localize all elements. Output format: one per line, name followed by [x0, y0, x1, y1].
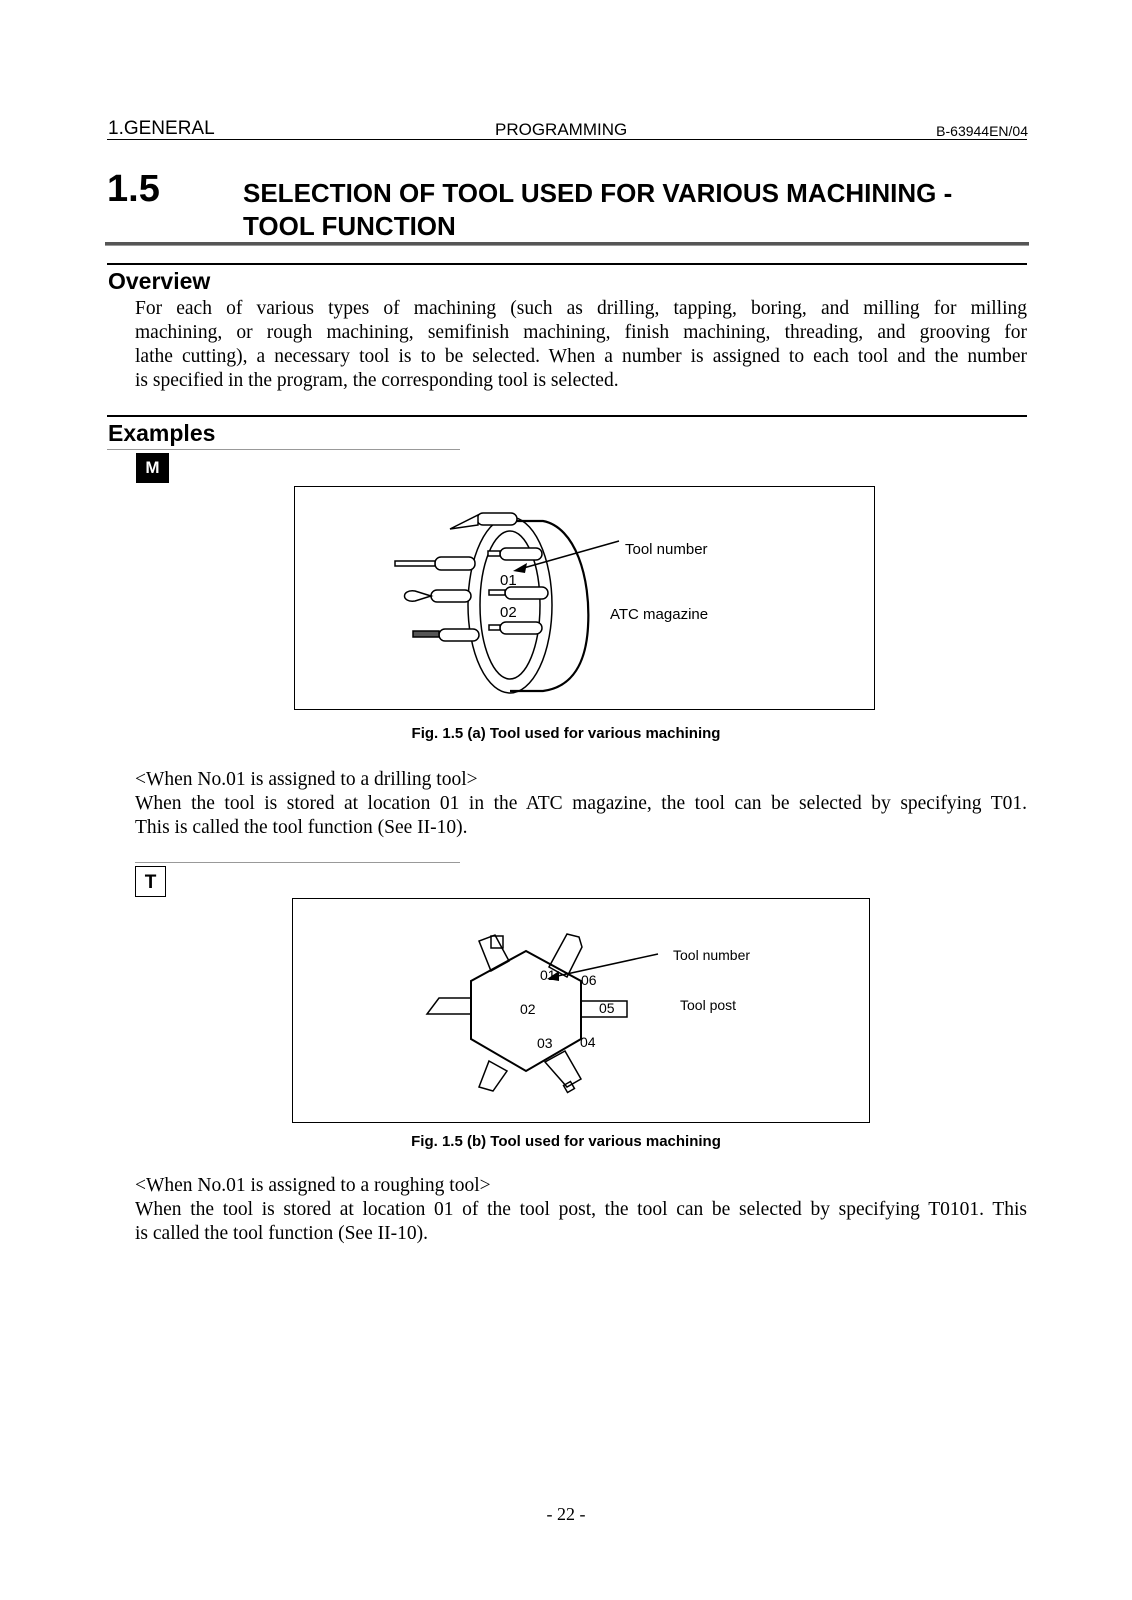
- example-a-paragraph: [135, 768, 1027, 840]
- examples-underline: [107, 449, 460, 450]
- lathe-badge: T: [135, 866, 166, 897]
- tool-number-06: 06: [581, 972, 597, 988]
- text-line: <When No.01 is assigned to a drilling tool>: [135, 769, 478, 790]
- tool-holder: [431, 590, 471, 602]
- tool-holder: [500, 622, 542, 634]
- tool-number-leader: [553, 954, 658, 977]
- header-chapter: 1.GENERAL: [108, 118, 215, 139]
- tool-holder: [435, 557, 475, 570]
- overview-paragraph: [135, 297, 1027, 393]
- section-title: [243, 177, 1033, 243]
- section-rule: [105, 242, 1029, 246]
- boring-tool-icon: [450, 515, 478, 529]
- tool-number-03: 03: [537, 1035, 553, 1051]
- text-line: When the tool is stored at location 01 of the tool post, the tool can be selected by specifying T0101. This: [135, 1199, 1027, 1220]
- figure-b-caption: Fig. 1.5 (b) Tool used for various machining: [411, 1133, 721, 1150]
- tool-number-label: Tool number: [625, 541, 708, 558]
- machining-center-badge: M: [136, 453, 169, 483]
- tool-holder: [439, 629, 479, 641]
- tool-03-icon: [479, 1061, 507, 1091]
- tool-number-05: 05: [599, 1000, 615, 1016]
- tool-02-icon: [427, 998, 471, 1014]
- examples-heading: Examples: [108, 420, 216, 446]
- tool-post-diagram: [293, 899, 869, 1122]
- examples-rule: [107, 415, 1027, 417]
- text-line: is called the tool function (See II-10).: [135, 1223, 428, 1244]
- figure-a-frame: [294, 486, 875, 710]
- tool-number-label: Tool number: [673, 947, 751, 963]
- overview-rule: [107, 263, 1027, 265]
- section-title-line1: SELECTION OF TOOL USED FOR VARIOUS MACHINING -: [243, 178, 953, 208]
- atc-magazine-diagram: [295, 487, 874, 709]
- tap-tool-icon: [413, 631, 439, 637]
- section-number: 1.5: [107, 168, 160, 210]
- header-center: PROGRAMMING: [495, 120, 628, 139]
- text-line: machining, or rough machining, semifinish machining, finish machining, threading, and grooving for: [135, 322, 1027, 343]
- t-section-rule: [135, 862, 460, 863]
- tool-holder: [477, 513, 517, 525]
- figure-b-frame: [292, 898, 870, 1123]
- text-line: For each of various types of machining (such as drilling, tapping, boring, and milling for milling: [135, 298, 1027, 319]
- atc-magazine-label: ATC magazine: [610, 606, 709, 623]
- text-line: This is called the tool function (See II-10).: [135, 817, 468, 838]
- text-line: lathe cutting), a necessary tool is to be selected. When a number is assigned to each tool and the number: [135, 346, 1027, 367]
- tool-number-01: 01: [540, 967, 556, 983]
- figure-a-caption: Fig. 1.5 (a) Tool used for various machining: [411, 725, 721, 742]
- tool-number-02: 02: [520, 1001, 536, 1017]
- tool-number-04: 04: [580, 1034, 596, 1050]
- tool-number-01: 01: [500, 572, 517, 589]
- header-doc-id: B-63944EN/04: [936, 123, 1028, 139]
- section-title-line2: TOOL FUNCTION: [243, 211, 456, 241]
- header-rule: [107, 139, 1027, 140]
- example-b-paragraph: [135, 1174, 1027, 1246]
- milling-tool-icon: [405, 591, 432, 601]
- tool-post-label: Tool post: [680, 997, 737, 1013]
- text-line: When the tool is stored at location 01 in the ATC magazine, the tool can be selected by specifying T01.: [135, 793, 1027, 814]
- page-number: - 22 -: [546, 1504, 586, 1524]
- tool-number-02: 02: [500, 604, 517, 621]
- text-line: is specified in the program, the corresponding tool is selected.: [135, 370, 619, 391]
- text-line: <When No.01 is assigned to a roughing tool>: [135, 1175, 491, 1196]
- overview-heading: Overview: [108, 268, 211, 294]
- drill-tool-icon: [395, 561, 435, 566]
- tool-holder: [500, 548, 542, 560]
